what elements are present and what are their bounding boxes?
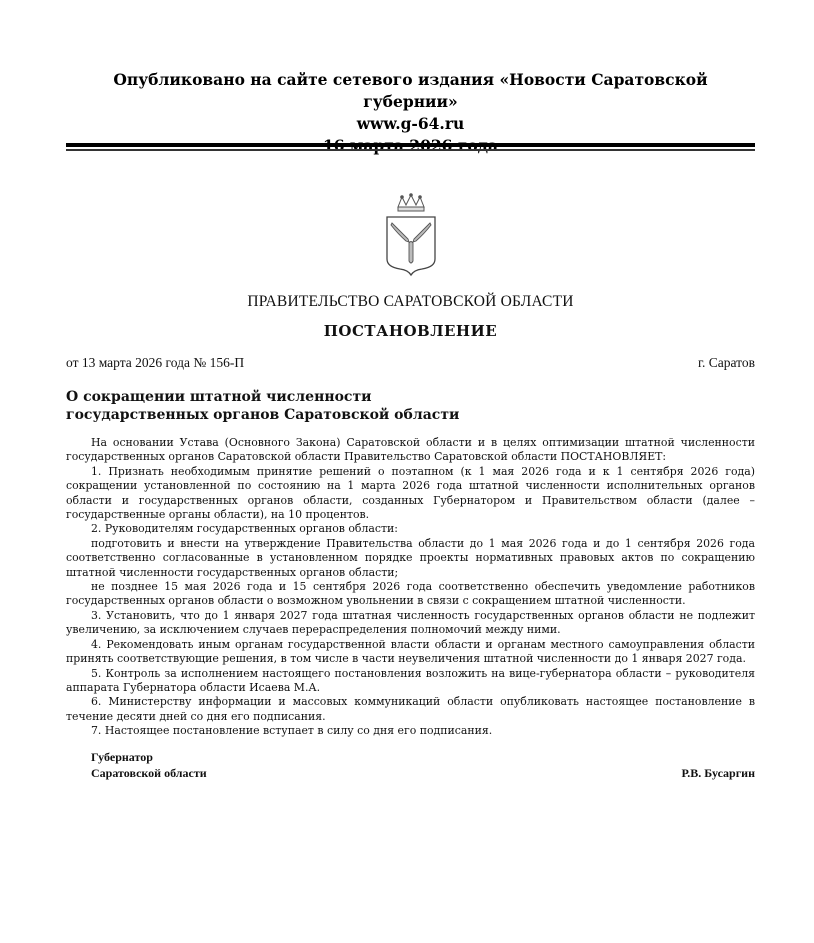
- paragraph: 2. Руководителям государственных органов области:: [91, 522, 398, 536]
- paragraph: На основании Устава (Основного Закона) Саратовской области и в целях оптимизации штатной численности государственных органов Саратовской области Правительство Саратовской области ПОСТАНОВЛЯЕТ:: [66, 436, 755, 464]
- publication-website: www.g-64.ru: [356, 114, 465, 133]
- paragraph: подготовить и внести на утверждение Правительства области до 1 мая 2026 года и до 1 сентября 2026 года соответственно согласованные в установленном порядке проекты нормативных правовых актов по сокращению штатной численности государственных органов области;: [66, 536, 755, 579]
- document-body: [66, 436, 755, 739]
- title-line-1: О сокращении штатной численности: [66, 389, 372, 405]
- document-type: ПОСТАНОВЛЕНИЕ: [323, 322, 498, 340]
- signatory-name: Р.В. Бусаргин: [681, 765, 755, 780]
- signatory-position-line-1: Губернатор: [91, 750, 153, 764]
- signatory-position-line-2: Саратовской области: [91, 765, 207, 780]
- paragraph: 7. Настоящее постановление вступает в силу со дня его подписания.: [91, 724, 493, 738]
- title-line-2: государственных органов Саратовской области: [66, 407, 460, 423]
- paragraph: 1. Признать необходимым принятие решений о поэтапном (к 1 мая 2026 года и к 1 сентября 2026 года) сокращении установленной по состоянию на 1 марта 2026 года штатной численности исполнительных органов области и государственных органов области, созданных Губернатором и Правительством области (далее – государственные органы области), на 10 процентов.: [66, 464, 755, 522]
- publication-line: Опубликовано на сайте сетевого издания «Новости Саратовской губернии»: [113, 70, 708, 111]
- document-date-number: от 13 марта 2026 года № 156-П: [66, 355, 245, 370]
- government-name: ПРАВИТЕЛЬСТВО САРАТОВСКОЙ ОБЛАСТИ: [247, 293, 574, 310]
- paragraph: 5. Контроль за исполнением настоящего постановления возложить на вице-губернатора области – руководителя аппарата Губернатора области Исаева М.А.: [66, 666, 755, 694]
- paragraph: 6. Министерству информации и массовых коммуникаций области опубликовать настоящее постановление в течение десяти дней со дня его подписания.: [66, 695, 755, 723]
- document-meta: [66, 355, 755, 371]
- divider-thick: [66, 143, 755, 147]
- paragraph: 3. Установить, что до 1 января 2027 года штатная численность государственных органов области не подлежит увеличению, за исключением случаев перераспределения полномочий между ними.: [66, 608, 755, 637]
- saratov-coat-of-arms-icon: [378, 193, 444, 277]
- paragraph: не позднее 15 мая 2026 года и 15 сентября 2026 года соответственно обеспечить уведомление работников государственных органов области о возможном увольнении в связи с сокращением штатной численности.: [66, 580, 755, 608]
- signature-block: [91, 750, 755, 781]
- document-city: г. Саратов: [698, 355, 755, 370]
- document-title: [66, 388, 459, 424]
- divider-thin: [66, 149, 755, 151]
- paragraph: 4. Рекомендовать иным органам государственной власти области и органам местного самоуправления области принять соответствующие решения, в том числе в части неувеличения штатной численности до 1 января 2027 года.: [66, 637, 755, 666]
